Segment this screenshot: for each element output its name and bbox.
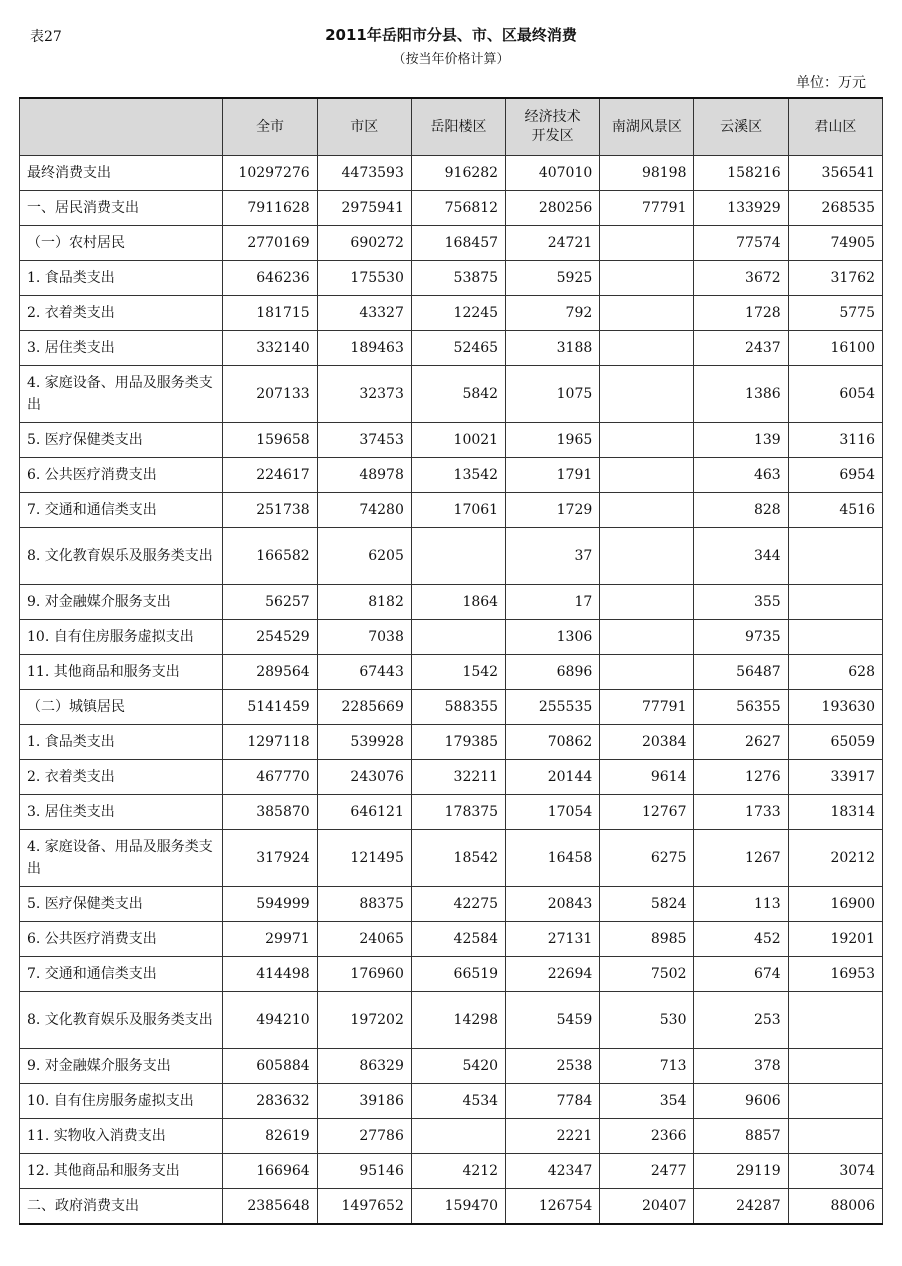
value-cell: 354 — [600, 1084, 694, 1119]
value-cell: 1864 — [411, 585, 505, 620]
value-cell: 16953 — [788, 957, 882, 992]
value-cell — [600, 331, 694, 366]
value-cell: 674 — [694, 957, 788, 992]
value-cell: 407010 — [506, 156, 600, 191]
value-cell: 5925 — [506, 261, 600, 296]
value-cell: 29971 — [223, 922, 317, 957]
value-cell: 1297118 — [223, 725, 317, 760]
value-cell: 8182 — [317, 585, 411, 620]
value-cell: 98198 — [600, 156, 694, 191]
value-cell: 56257 — [223, 585, 317, 620]
value-cell — [788, 585, 882, 620]
row-label: 8. 文化教育娱乐及服务类支出 — [20, 528, 223, 585]
value-cell: 268535 — [788, 191, 882, 226]
value-cell: 32211 — [411, 760, 505, 795]
column-header: 南湖风景区 — [600, 98, 694, 156]
table-row — [20, 585, 883, 620]
value-cell: 289564 — [223, 655, 317, 690]
value-cell: 8985 — [600, 922, 694, 957]
value-cell: 2437 — [694, 331, 788, 366]
value-cell: 6054 — [788, 366, 882, 423]
value-cell: 42275 — [411, 887, 505, 922]
value-cell: 243076 — [317, 760, 411, 795]
value-cell: 3074 — [788, 1154, 882, 1189]
value-cell — [600, 366, 694, 423]
table-row — [20, 1154, 883, 1189]
row-label: 3. 居住类支出 — [20, 795, 223, 830]
value-cell: 77791 — [600, 690, 694, 725]
value-cell: 33917 — [788, 760, 882, 795]
table-body — [20, 156, 883, 1225]
value-cell: 37453 — [317, 423, 411, 458]
value-cell: 121495 — [317, 830, 411, 887]
value-cell: 166964 — [223, 1154, 317, 1189]
table-row — [20, 261, 883, 296]
value-cell: 3672 — [694, 261, 788, 296]
value-cell: 254529 — [223, 620, 317, 655]
value-cell: 4516 — [788, 493, 882, 528]
table-row — [20, 887, 883, 922]
value-cell: 2975941 — [317, 191, 411, 226]
value-cell — [411, 1119, 505, 1154]
value-cell: 74280 — [317, 493, 411, 528]
value-cell: 2385648 — [223, 1189, 317, 1225]
value-cell: 14298 — [411, 992, 505, 1049]
value-cell: 916282 — [411, 156, 505, 191]
value-cell — [788, 1084, 882, 1119]
value-cell: 4534 — [411, 1084, 505, 1119]
row-label: 最终消费支出 — [20, 156, 223, 191]
value-cell: 1276 — [694, 760, 788, 795]
value-cell: 8857 — [694, 1119, 788, 1154]
value-cell: 539928 — [317, 725, 411, 760]
table-row — [20, 830, 883, 887]
table-row — [20, 331, 883, 366]
value-cell: 5459 — [506, 992, 600, 1049]
value-cell: 5775 — [788, 296, 882, 331]
column-header: 全市 — [223, 98, 317, 156]
value-cell: 27786 — [317, 1119, 411, 1154]
table-number: 表27 — [30, 29, 62, 45]
value-cell: 20144 — [506, 760, 600, 795]
value-cell: 628 — [788, 655, 882, 690]
row-label: 12. 其他商品和服务支出 — [20, 1154, 223, 1189]
value-cell: 20407 — [600, 1189, 694, 1225]
row-label: 4. 家庭设备、用品及服务类支出 — [20, 830, 223, 887]
value-cell: 12245 — [411, 296, 505, 331]
value-cell: 52465 — [411, 331, 505, 366]
value-cell — [600, 458, 694, 493]
row-label: 1. 食品类支出 — [20, 261, 223, 296]
value-cell: 4212 — [411, 1154, 505, 1189]
value-cell: 70862 — [506, 725, 600, 760]
row-label: 6. 公共医疗消费支出 — [20, 458, 223, 493]
row-label: 3. 居住类支出 — [20, 331, 223, 366]
value-cell: 43327 — [317, 296, 411, 331]
value-cell: 332140 — [223, 331, 317, 366]
value-cell: 7784 — [506, 1084, 600, 1119]
value-cell: 6896 — [506, 655, 600, 690]
column-header: 经济技术 开发区 — [506, 98, 600, 156]
value-cell: 66519 — [411, 957, 505, 992]
row-label: 8. 文化教育娱乐及服务类支出 — [20, 992, 223, 1049]
row-label: 7. 交通和通信类支出 — [20, 493, 223, 528]
value-cell: 77574 — [694, 226, 788, 261]
value-cell — [788, 1119, 882, 1154]
value-cell — [600, 226, 694, 261]
table-row — [20, 760, 883, 795]
value-cell: 126754 — [506, 1189, 600, 1225]
value-cell — [600, 423, 694, 458]
table-title: 2011年岳阳市分县、市、区最终消费 — [325, 26, 577, 44]
value-cell: 113 — [694, 887, 788, 922]
value-cell: 18314 — [788, 795, 882, 830]
value-cell: 3116 — [788, 423, 882, 458]
value-cell: 207133 — [223, 366, 317, 423]
value-cell: 5842 — [411, 366, 505, 423]
value-cell: 646121 — [317, 795, 411, 830]
row-label: 1. 食品类支出 — [20, 725, 223, 760]
value-cell: 690272 — [317, 226, 411, 261]
column-header: 君山区 — [788, 98, 882, 156]
row-label: 2. 衣着类支出 — [20, 760, 223, 795]
table-row — [20, 156, 883, 191]
table-row — [20, 226, 883, 261]
row-label: 一、居民消费支出 — [20, 191, 223, 226]
value-cell: 255535 — [506, 690, 600, 725]
value-cell: 756812 — [411, 191, 505, 226]
value-cell: 1728 — [694, 296, 788, 331]
row-label: 11. 其他商品和服务支出 — [20, 655, 223, 690]
value-cell: 530 — [600, 992, 694, 1049]
table-subtitle: （按当年价格计算） — [392, 52, 510, 67]
value-cell: 39186 — [317, 1084, 411, 1119]
table-row — [20, 493, 883, 528]
value-cell — [600, 296, 694, 331]
value-cell: 56355 — [694, 690, 788, 725]
value-cell: 178375 — [411, 795, 505, 830]
value-cell: 5141459 — [223, 690, 317, 725]
value-cell: 10297276 — [223, 156, 317, 191]
row-label: 9. 对金融媒介服务支出 — [20, 1049, 223, 1084]
value-cell: 713 — [600, 1049, 694, 1084]
value-cell: 193630 — [788, 690, 882, 725]
value-cell: 139 — [694, 423, 788, 458]
row-label: 11. 实物收入消费支出 — [20, 1119, 223, 1154]
value-cell: 17054 — [506, 795, 600, 830]
value-cell: 463 — [694, 458, 788, 493]
value-cell: 414498 — [223, 957, 317, 992]
value-cell: 7502 — [600, 957, 694, 992]
value-cell: 7038 — [317, 620, 411, 655]
value-cell: 74905 — [788, 226, 882, 261]
value-cell: 467770 — [223, 760, 317, 795]
value-cell: 95146 — [317, 1154, 411, 1189]
value-cell: 197202 — [317, 992, 411, 1049]
value-cell: 1386 — [694, 366, 788, 423]
value-cell: 42584 — [411, 922, 505, 957]
value-cell: 452 — [694, 922, 788, 957]
column-header: 市区 — [317, 98, 411, 156]
value-cell: 31762 — [788, 261, 882, 296]
value-cell: 86329 — [317, 1049, 411, 1084]
value-cell: 17 — [506, 585, 600, 620]
value-cell — [788, 620, 882, 655]
value-cell — [600, 261, 694, 296]
value-cell — [788, 528, 882, 585]
row-label: 5. 医疗保健类支出 — [20, 423, 223, 458]
value-cell: 1075 — [506, 366, 600, 423]
value-cell: 1497652 — [317, 1189, 411, 1225]
value-cell — [600, 655, 694, 690]
value-cell: 385870 — [223, 795, 317, 830]
value-cell: 6275 — [600, 830, 694, 887]
value-cell: 494210 — [223, 992, 317, 1049]
table-header — [20, 98, 883, 156]
value-cell: 168457 — [411, 226, 505, 261]
value-cell: 378 — [694, 1049, 788, 1084]
value-cell: 24721 — [506, 226, 600, 261]
header-corner-cell — [20, 98, 223, 156]
value-cell: 2770169 — [223, 226, 317, 261]
value-cell: 6954 — [788, 458, 882, 493]
value-cell: 27131 — [506, 922, 600, 957]
table-row — [20, 655, 883, 690]
value-cell: 253 — [694, 992, 788, 1049]
value-cell: 67443 — [317, 655, 411, 690]
value-cell: 16100 — [788, 331, 882, 366]
table-row — [20, 528, 883, 585]
value-cell — [600, 620, 694, 655]
value-cell: 1733 — [694, 795, 788, 830]
value-cell: 280256 — [506, 191, 600, 226]
column-header: 云溪区 — [694, 98, 788, 156]
value-cell: 9614 — [600, 760, 694, 795]
value-cell: 6205 — [317, 528, 411, 585]
value-cell: 179385 — [411, 725, 505, 760]
value-cell: 48978 — [317, 458, 411, 493]
value-cell: 181715 — [223, 296, 317, 331]
value-cell: 88375 — [317, 887, 411, 922]
value-cell: 158216 — [694, 156, 788, 191]
table-row — [20, 191, 883, 226]
value-cell: 283632 — [223, 1084, 317, 1119]
value-cell: 175530 — [317, 261, 411, 296]
value-cell: 2538 — [506, 1049, 600, 1084]
table-row — [20, 1119, 883, 1154]
row-label: 2. 衣着类支出 — [20, 296, 223, 331]
column-header: 岳阳楼区 — [411, 98, 505, 156]
table-row — [20, 1189, 883, 1225]
value-cell — [411, 528, 505, 585]
table-row — [20, 922, 883, 957]
value-cell: 9735 — [694, 620, 788, 655]
table-row — [20, 725, 883, 760]
value-cell: 792 — [506, 296, 600, 331]
table-row — [20, 1049, 883, 1084]
value-cell: 189463 — [317, 331, 411, 366]
value-cell: 19201 — [788, 922, 882, 957]
row-label: 4. 家庭设备、用品及服务类支出 — [20, 366, 223, 423]
value-cell: 88006 — [788, 1189, 882, 1225]
value-cell: 3188 — [506, 331, 600, 366]
value-cell — [600, 585, 694, 620]
row-label: 5. 医疗保健类支出 — [20, 887, 223, 922]
value-cell: 355 — [694, 585, 788, 620]
value-cell: 5420 — [411, 1049, 505, 1084]
value-cell: 5824 — [600, 887, 694, 922]
row-label: （二）城镇居民 — [20, 690, 223, 725]
row-label: 10. 自有住房服务虚拟支出 — [20, 1084, 223, 1119]
consumption-table — [19, 97, 883, 1225]
value-cell: 344 — [694, 528, 788, 585]
row-label: 9. 对金融媒介服务支出 — [20, 585, 223, 620]
value-cell: 29119 — [694, 1154, 788, 1189]
value-cell: 16900 — [788, 887, 882, 922]
value-cell — [788, 1049, 882, 1084]
value-cell: 53875 — [411, 261, 505, 296]
value-cell: 20843 — [506, 887, 600, 922]
table-row — [20, 1084, 883, 1119]
value-cell: 646236 — [223, 261, 317, 296]
value-cell: 7911628 — [223, 191, 317, 226]
value-cell: 20212 — [788, 830, 882, 887]
value-cell: 56487 — [694, 655, 788, 690]
value-cell — [600, 528, 694, 585]
value-cell: 17061 — [411, 493, 505, 528]
value-cell: 2627 — [694, 725, 788, 760]
value-cell: 1306 — [506, 620, 600, 655]
table-row — [20, 620, 883, 655]
value-cell: 2366 — [600, 1119, 694, 1154]
table-row — [20, 795, 883, 830]
value-cell: 32373 — [317, 366, 411, 423]
value-cell: 1965 — [506, 423, 600, 458]
value-cell: 166582 — [223, 528, 317, 585]
value-cell: 133929 — [694, 191, 788, 226]
value-cell: 1791 — [506, 458, 600, 493]
value-cell — [411, 620, 505, 655]
value-cell: 22694 — [506, 957, 600, 992]
value-cell: 4473593 — [317, 156, 411, 191]
value-cell: 251738 — [223, 493, 317, 528]
value-cell: 82619 — [223, 1119, 317, 1154]
value-cell: 317924 — [223, 830, 317, 887]
table-row — [20, 957, 883, 992]
value-cell: 9606 — [694, 1084, 788, 1119]
value-cell: 1267 — [694, 830, 788, 887]
value-cell: 10021 — [411, 423, 505, 458]
row-label: （一）农村居民 — [20, 226, 223, 261]
value-cell: 1542 — [411, 655, 505, 690]
value-cell: 159658 — [223, 423, 317, 458]
value-cell: 24287 — [694, 1189, 788, 1225]
value-cell: 828 — [694, 493, 788, 528]
header-row — [20, 98, 883, 156]
value-cell: 12767 — [600, 795, 694, 830]
value-cell: 77791 — [600, 191, 694, 226]
value-cell — [600, 493, 694, 528]
value-cell: 65059 — [788, 725, 882, 760]
value-cell: 605884 — [223, 1049, 317, 1084]
table-row — [20, 423, 883, 458]
row-label: 7. 交通和通信类支出 — [20, 957, 223, 992]
value-cell: 42347 — [506, 1154, 600, 1189]
table-row — [20, 458, 883, 493]
row-label: 10. 自有住房服务虚拟支出 — [20, 620, 223, 655]
value-cell: 16458 — [506, 830, 600, 887]
value-cell: 24065 — [317, 922, 411, 957]
value-cell: 13542 — [411, 458, 505, 493]
value-cell: 159470 — [411, 1189, 505, 1225]
value-cell: 594999 — [223, 887, 317, 922]
row-label: 6. 公共医疗消费支出 — [20, 922, 223, 957]
value-cell: 2477 — [600, 1154, 694, 1189]
value-cell — [788, 992, 882, 1049]
table-row — [20, 690, 883, 725]
value-cell: 176960 — [317, 957, 411, 992]
table-row — [20, 296, 883, 331]
value-cell: 2285669 — [317, 690, 411, 725]
value-cell: 37 — [506, 528, 600, 585]
value-cell: 224617 — [223, 458, 317, 493]
table-row — [20, 366, 883, 423]
value-cell: 1729 — [506, 493, 600, 528]
value-cell: 20384 — [600, 725, 694, 760]
value-cell: 18542 — [411, 830, 505, 887]
value-cell: 356541 — [788, 156, 882, 191]
value-cell: 2221 — [506, 1119, 600, 1154]
table-row — [20, 992, 883, 1049]
row-label: 二、政府消费支出 — [20, 1189, 223, 1225]
value-cell: 588355 — [411, 690, 505, 725]
unit-label: 单位：万元 — [796, 75, 866, 91]
